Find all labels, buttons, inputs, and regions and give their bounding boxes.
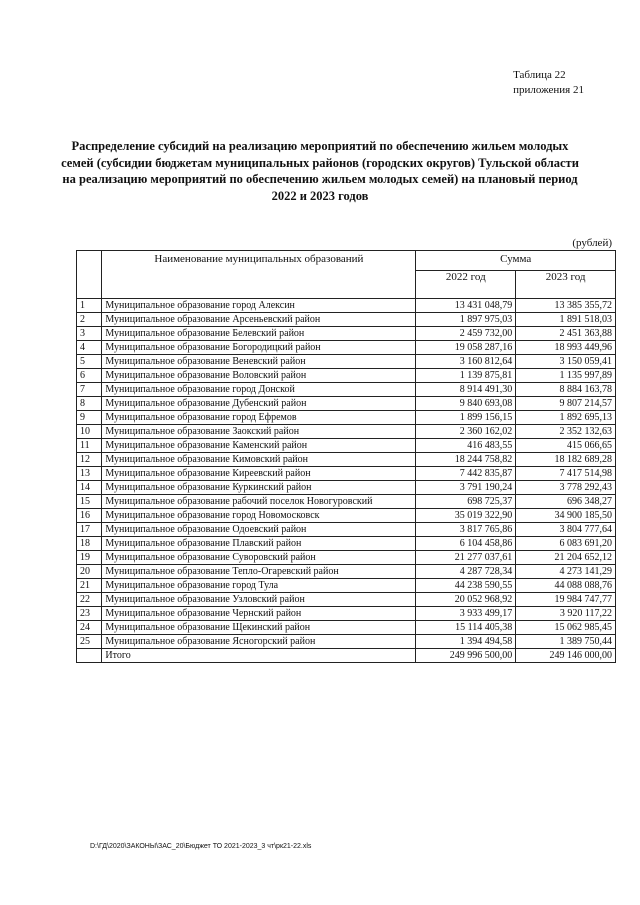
row-value-2022: 1 897 975,03 (416, 313, 516, 327)
appendix-number: приложения 21 (513, 84, 584, 96)
table-row (77, 341, 616, 355)
row-value-2022: 8 914 491,30 (416, 383, 516, 397)
row-value-2023: 2 451 363,88 (516, 327, 616, 341)
table-row (77, 397, 616, 411)
row-name: Муниципальное образование рабочий поселок Новогуровский (102, 495, 416, 509)
row-value-2022: 1 139 875,81 (416, 369, 516, 383)
row-number: 11 (77, 439, 102, 453)
title-line-1: Распределение субсидий на реализацию мероприятий по обеспечению жильем молодых (71, 139, 569, 153)
row-value-2022: 19 058 287,16 (416, 341, 516, 355)
title-line-4: 2022 и 2023 годов (271, 188, 369, 203)
row-name: Муниципальное образование Тепло-Огаревский район (102, 565, 416, 579)
row-value-2023: 1 891 518,03 (516, 313, 616, 327)
row-number: 23 (77, 607, 102, 621)
row-number: 7 (77, 383, 102, 397)
row-value-2023: 3 804 777,64 (516, 523, 616, 537)
table-row (77, 509, 616, 523)
row-value-2023: 2 352 132,63 (516, 425, 616, 439)
row-number: 20 (77, 565, 102, 579)
total-row (77, 649, 616, 663)
row-number: 21 (77, 579, 102, 593)
row-number: 14 (77, 481, 102, 495)
file-path-footer: D:\ГД\2020\ЗАКОНЫ\ЗАС_20\Бюджет ТО 2021-2023_3 чт\рк21-22.xls (90, 843, 312, 850)
row-number: 2 (77, 313, 102, 327)
row-value-2022: 2 459 732,00 (416, 327, 516, 341)
row-name: Муниципальное образование Воловский район (102, 369, 416, 383)
row-name: Муниципальное образование Суворовский район (102, 551, 416, 565)
header-year-2023: 2023 год (516, 271, 616, 299)
row-name: Муниципальное образование город Тула (102, 579, 416, 593)
row-value-2022: 3 933 499,17 (416, 607, 516, 621)
title-line-3: на реализацию мероприятий по обеспечению жильем молодых семей) на плановый период (62, 172, 578, 186)
row-name: Муниципальное образование Белевский район (102, 327, 416, 341)
header-number-cell (77, 251, 102, 299)
row-number: 3 (77, 327, 102, 341)
row-name: Муниципальное образование Ясногорский район (102, 635, 416, 649)
row-value-2023: 3 778 292,43 (516, 481, 616, 495)
units-label: (рублей) (572, 237, 612, 249)
table-row (77, 551, 616, 565)
row-value-2022: 20 052 968,92 (416, 593, 516, 607)
table-row (77, 635, 616, 649)
row-number: 18 (77, 537, 102, 551)
row-value-2022: 3 817 765,86 (416, 523, 516, 537)
table-row (77, 607, 616, 621)
row-value-2022: 1 899 156,15 (416, 411, 516, 425)
table-row (77, 355, 616, 369)
row-name: Муниципальное образование Кимовский район (102, 453, 416, 467)
row-number: 24 (77, 621, 102, 635)
row-value-2022: 3 160 812,64 (416, 355, 516, 369)
row-name: Муниципальное образование город Донской (102, 383, 416, 397)
row-number: 22 (77, 593, 102, 607)
row-number: 6 (77, 369, 102, 383)
row-name: Муниципальное образование город Алексин (102, 299, 416, 313)
row-number: 9 (77, 411, 102, 425)
table-row (77, 327, 616, 341)
row-number: 8 (77, 397, 102, 411)
total-2023: 249 146 000,00 (516, 649, 616, 663)
row-value-2023: 1 389 750,44 (516, 635, 616, 649)
row-value-2023: 18 993 449,96 (516, 341, 616, 355)
table-row (77, 593, 616, 607)
row-value-2023: 15 062 985,45 (516, 621, 616, 635)
table-row (77, 579, 616, 593)
header-row (77, 251, 616, 271)
table-row (77, 425, 616, 439)
table-row (77, 299, 616, 313)
row-name: Муниципальное образование Богородицкий район (102, 341, 416, 355)
header-year-2022: 2022 год (416, 271, 516, 299)
row-value-2022: 9 840 693,08 (416, 397, 516, 411)
row-name: Муниципальное образование Арсеньевский район (102, 313, 416, 327)
row-value-2022: 18 244 758,82 (416, 453, 516, 467)
row-name: Муниципальное образование Веневский район (102, 355, 416, 369)
row-number: 13 (77, 467, 102, 481)
row-value-2023: 696 348,27 (516, 495, 616, 509)
row-name: Муниципальное образование город Ефремов (102, 411, 416, 425)
row-number: 25 (77, 635, 102, 649)
row-number: 1 (77, 299, 102, 313)
row-value-2022: 4 287 728,34 (416, 565, 516, 579)
table-row (77, 411, 616, 425)
row-name: Муниципальное образование Чернский район (102, 607, 416, 621)
row-value-2023: 8 884 163,78 (516, 383, 616, 397)
row-value-2023: 1 892 695,13 (516, 411, 616, 425)
document-title (60, 138, 580, 204)
table-row (77, 313, 616, 327)
row-value-2022: 2 360 162,02 (416, 425, 516, 439)
row-value-2022: 698 725,37 (416, 495, 516, 509)
row-value-2022: 44 238 590,55 (416, 579, 516, 593)
header-name-cell: Наименование муниципальных образований (102, 251, 416, 299)
table-row (77, 467, 616, 481)
table-row (77, 481, 616, 495)
row-number: 10 (77, 425, 102, 439)
row-value-2023: 18 182 689,28 (516, 453, 616, 467)
total-label: Итого (102, 649, 416, 663)
table-reference (513, 68, 584, 98)
row-value-2023: 3 920 117,22 (516, 607, 616, 621)
row-value-2023: 44 088 088,76 (516, 579, 616, 593)
row-name: Муниципальное образование Дубенский район (102, 397, 416, 411)
row-value-2023: 415 066,65 (516, 439, 616, 453)
total-2022: 249 996 500,00 (416, 649, 516, 663)
row-number: 12 (77, 453, 102, 467)
row-number: 17 (77, 523, 102, 537)
row-value-2023: 1 135 997,89 (516, 369, 616, 383)
row-number: 16 (77, 509, 102, 523)
table-row (77, 453, 616, 467)
row-value-2023: 7 417 514,98 (516, 467, 616, 481)
title-line-2: семей (субсидии бюджетам муниципальных районов (городских округов) Тульской области (61, 155, 579, 170)
row-name: Муниципальное образование Куркинский район (102, 481, 416, 495)
table-row (77, 439, 616, 453)
row-value-2022: 416 483,55 (416, 439, 516, 453)
row-number: 19 (77, 551, 102, 565)
table-row (77, 369, 616, 383)
table-row (77, 495, 616, 509)
row-value-2022: 13 431 048,79 (416, 299, 516, 313)
row-name: Муниципальное образование Одоевский район (102, 523, 416, 537)
table-row (77, 523, 616, 537)
row-name: Муниципальное образование город Новомосковск (102, 509, 416, 523)
row-value-2022: 3 791 190,24 (416, 481, 516, 495)
row-value-2022: 35 019 322,90 (416, 509, 516, 523)
row-name: Муниципальное образование Узловский район (102, 593, 416, 607)
row-value-2023: 34 900 185,50 (516, 509, 616, 523)
table-number: Таблица 22 (513, 69, 566, 81)
subsidy-table (76, 250, 616, 663)
row-value-2023: 4 273 141,29 (516, 565, 616, 579)
row-name: Муниципальное образование Каменский район (102, 439, 416, 453)
row-number: 5 (77, 355, 102, 369)
row-value-2023: 21 204 652,12 (516, 551, 616, 565)
table-row (77, 565, 616, 579)
row-value-2023: 19 984 747,77 (516, 593, 616, 607)
row-value-2022: 6 104 458,86 (416, 537, 516, 551)
row-value-2023: 13 385 355,72 (516, 299, 616, 313)
row-name: Муниципальное образование Заокский район (102, 425, 416, 439)
header-sum-cell: Сумма (416, 251, 616, 271)
row-name: Муниципальное образование Киреевский район (102, 467, 416, 481)
table-row (77, 621, 616, 635)
row-value-2022: 15 114 405,38 (416, 621, 516, 635)
row-value-2023: 3 150 059,41 (516, 355, 616, 369)
row-value-2022: 21 277 037,61 (416, 551, 516, 565)
row-value-2023: 9 807 214,57 (516, 397, 616, 411)
row-name: Муниципальное образование Плавский район (102, 537, 416, 551)
table-row (77, 537, 616, 551)
total-number-cell (77, 649, 102, 663)
row-number: 15 (77, 495, 102, 509)
row-value-2022: 7 442 835,87 (416, 467, 516, 481)
row-value-2023: 6 083 691,20 (516, 537, 616, 551)
table-row (77, 383, 616, 397)
row-number: 4 (77, 341, 102, 355)
row-value-2022: 1 394 494,58 (416, 635, 516, 649)
row-name: Муниципальное образование Щекинский район (102, 621, 416, 635)
